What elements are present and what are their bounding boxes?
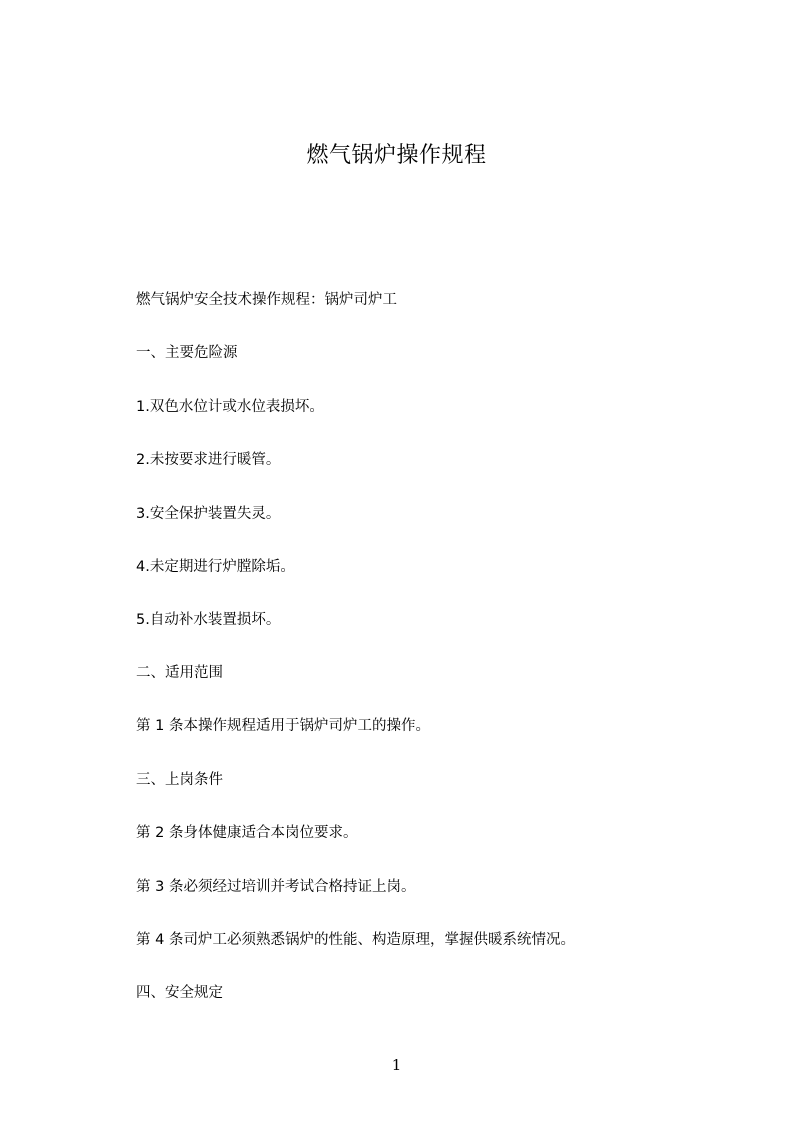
page-number: 1 [391,1056,402,1074]
article-paragraph: 第 1 条本操作规程适用于锅炉司炉工的操作。 [136,718,430,734]
document-subtitle: 燃气锅炉安全技术操作规程：锅炉司炉工 [136,292,397,308]
article-paragraph: 第 4 条司炉工必须熟悉锅炉的性能、构造原理，掌握供暖系统情况。 [136,932,575,948]
document-title: 燃气锅炉操作规程 [306,143,487,168]
section-heading: 四、安全规定 [136,985,223,1001]
article-paragraph: 第 3 条必须经过培训并考试合格持证上岗。 [136,879,416,895]
list-item: 5.自动补水装置损坏。 [136,612,281,628]
section-heading: 一、主要危险源 [136,345,238,361]
list-item: 1.双色水位计或水位表损坏。 [136,399,324,415]
list-item: 2.未按要求进行暖管。 [136,452,281,468]
section-heading: 三、上岗条件 [136,772,223,788]
list-item: 3.安全保护装置失灵。 [136,506,281,522]
list-item: 4.未定期进行炉膛除垢。 [136,559,295,575]
section-heading: 二、适用范围 [136,665,223,681]
article-paragraph: 第 2 条身体健康适合本岗位要求。 [136,825,358,841]
